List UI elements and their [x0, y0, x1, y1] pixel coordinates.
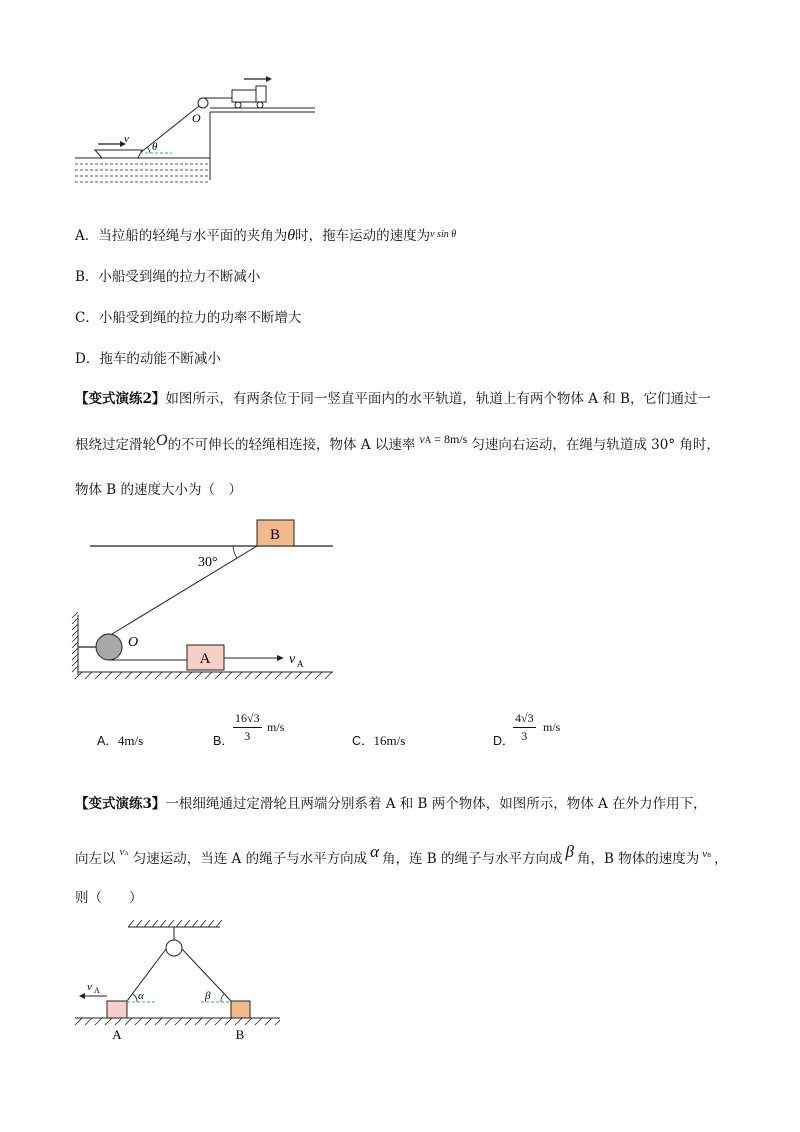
q2-pulley-O: O: [156, 432, 168, 449]
q3-line2-mid2: 角，连 B 的绳子与水平方向成: [382, 851, 563, 867]
q2-option-d-numerator: 4√3: [515, 711, 534, 725]
q2-vA-v: v: [419, 432, 425, 446]
q2-tag: 【变式演练2】: [75, 391, 166, 407]
option-a-prefix: A．当拉船的轻绳与水平面的夹角为: [75, 228, 288, 244]
figure-boat-tractor: [60, 60, 320, 195]
figure-pulley-AB: [65, 915, 295, 1045]
q2-vA-value: = 8m/s: [434, 432, 468, 446]
q2-option-a: [97, 731, 143, 749]
q3-vA-sub: A: [124, 851, 129, 857]
q3-line3: 则（ ）: [75, 890, 143, 906]
figure-two-tracks: [65, 515, 345, 690]
q2-option-d: [493, 731, 515, 749]
option-c: C．小船受到绳的拉力的功率不断增大: [75, 310, 302, 326]
fig3-v-label: v: [87, 981, 92, 993]
q2-line2-mid: 的不可伸长的轻绳相连接，物体 A 以速率: [167, 437, 416, 453]
q2-option-a-value: 4m/s: [117, 733, 144, 748]
q2-vA-sub: A: [424, 435, 432, 445]
q3-line2-pre: 向左以: [75, 851, 116, 867]
q2-option-c-value: 16m/s: [373, 733, 406, 748]
q3-line2-mid1: 匀速运动，当连 A 的绳子与水平方向成: [132, 851, 368, 867]
q2-option-b: [213, 731, 234, 749]
fraction-bar: [513, 727, 536, 728]
fig3-v-sub: A: [94, 986, 100, 995]
q3-vA: v: [119, 846, 125, 858]
q2-line2: [75, 432, 720, 453]
option-a-expr: v sin θ: [430, 229, 457, 240]
fig3-alpha-label: α: [138, 990, 144, 1002]
q2-option-d-unit: m/s: [543, 720, 561, 734]
fig3-A-label: A: [112, 1027, 122, 1042]
fig2-O-label: O: [128, 635, 139, 650]
q3-line2-mid3: 角，B 物体的速度为: [577, 851, 700, 867]
q2-line3: 物体 B 的速度大小为（ ）: [75, 482, 243, 498]
q3-line2-end: ，: [714, 851, 728, 867]
fig3-beta-label: β: [205, 990, 211, 1002]
fig2-v-label: v: [289, 652, 296, 667]
fig2-angle-label: 30°: [198, 555, 218, 570]
q3-line1-text: 一根细绳通过定滑轮且两端分别系着 A 和 B 两个物体，如图所示，物体 A 在外力作用下，: [165, 796, 707, 812]
fig2-v-sub: A: [297, 659, 304, 669]
fig1-O-label: O: [192, 111, 201, 125]
q2-option-b-unit: m/s: [267, 720, 285, 734]
q2-option-c-label: C．: [352, 734, 374, 748]
q2-option-b-denominator: 3: [244, 729, 251, 743]
q2-option-d-denominator: 3: [521, 729, 528, 743]
q2-option-b-fraction: [233, 711, 262, 744]
option-a-mid: 时，拖车运动的速度为: [295, 228, 431, 244]
q2-line1: [75, 387, 711, 407]
q3-alpha: α: [370, 842, 380, 861]
option-a: [75, 224, 456, 245]
fraction-bar: [233, 727, 262, 728]
fig1-theta-label: θ: [152, 141, 158, 153]
option-b: B．小船受到绳的拉力不断减小: [75, 269, 261, 285]
q2-line2-pre: 根绕过定滑轮: [75, 437, 156, 453]
q2-option-b-numerator: 16√3: [235, 711, 260, 725]
q2-line1-text: 如图所示，有两条位于同一竖直平面内的水平轨道，轨道上有两个物体 A 和 B，它们通过一: [165, 391, 711, 407]
fig1-v-label: v: [124, 133, 129, 145]
q3-line1: [75, 792, 707, 812]
fig3-B-label: B: [235, 1027, 245, 1042]
q2-option-d-label: D．: [493, 734, 515, 748]
option-d: D．拖车的动能不断减小: [75, 351, 221, 367]
option-a-theta: θ: [287, 227, 296, 244]
q3-vB-sub: B: [707, 853, 712, 859]
q2-option-b-label: B．: [213, 734, 234, 748]
fig2-A-label: A: [199, 651, 211, 667]
q2-option-c: [352, 731, 405, 749]
q3-vB: v: [702, 848, 708, 860]
q3-line2: [75, 842, 728, 867]
q2-line2-post: 匀速向右运动，在绳与轨道成 30° 角时，: [471, 437, 720, 453]
q2-option-a-label: A．: [97, 734, 118, 748]
fig2-B-label: B: [269, 527, 281, 543]
q3-tag: 【变式演练3】: [75, 796, 166, 812]
q2-option-d-fraction: [513, 711, 536, 744]
q3-beta: β: [565, 842, 574, 861]
